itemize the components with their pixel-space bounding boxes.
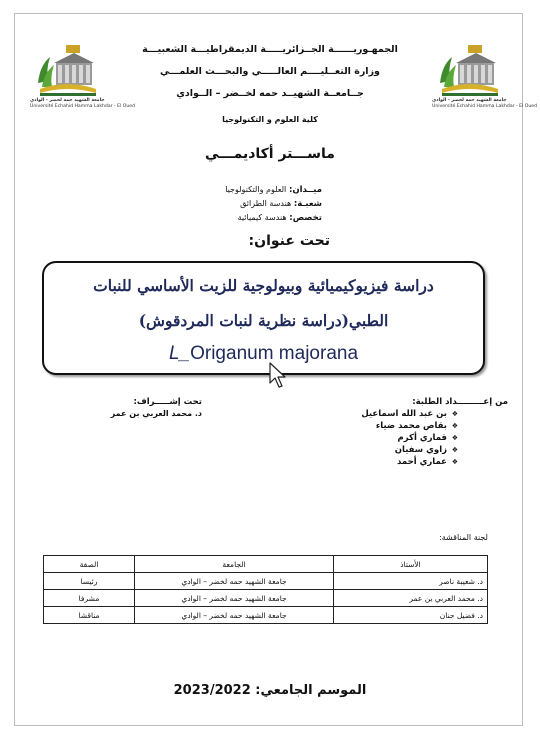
faculty-name: كلية العلوم و التكنولوجيا: [222, 115, 318, 124]
thesis-title-box: [42, 261, 485, 375]
list-item: ❖قماري أكرم: [397, 433, 458, 443]
list-item: ❖بن عبد الله اسماعيل: [361, 409, 458, 419]
table-row: [44, 590, 488, 607]
ministry-name: وزارة التعــليــــم العالـــــي والبحـــث العلمـــي: [160, 66, 380, 77]
list-item: ❖عماري أحمد: [397, 457, 458, 467]
diamond-bullet-icon: ❖: [451, 410, 458, 418]
jury-member-role: مشرفا: [44, 590, 135, 607]
jury-member-university: جامعة الشهيد حمه لخضر – الوادي: [135, 590, 334, 607]
column-header: الصفة: [44, 556, 135, 573]
diamond-bullet-icon: ❖: [451, 446, 458, 454]
supervisor-name: د. محمد العربي بن عمر: [110, 409, 202, 418]
degree-title: ماســـتر أكاديمـــي: [205, 146, 335, 162]
logo-caption: جامعة الشهيد حمه لخضر - الوادي Université Echahid Hamma Lakhdar - El Oued: [432, 98, 538, 109]
academic-year: [0, 683, 540, 698]
table-row: [44, 607, 488, 624]
list-item: ❖بقاص محمد ضياء: [375, 421, 458, 431]
diamond-bullet-icon: ❖: [451, 422, 458, 430]
jury-member-name: د. شعيبة ناصر: [334, 573, 488, 590]
academic-year-value: 2023/2022: [173, 683, 251, 698]
mouse-cursor-icon: [268, 361, 288, 391]
diamond-bullet-icon: ❖: [451, 458, 458, 466]
logo-caption: جامعة الشهيد حمه لخضر - الوادي Université Echahid Hamma Lakhdar - El Oued: [30, 98, 136, 109]
jury-member-role: مناقشا: [44, 607, 135, 624]
jury-member-role: رئيسا: [44, 573, 135, 590]
field-branch: شعبـة: هندسة الطرائق: [240, 199, 322, 209]
jury-member-university: جامعة الشهيد حمه لخضر – الوادي: [135, 607, 334, 624]
jury-member-university: جامعة الشهيد حمه لخضر – الوادي: [135, 573, 334, 590]
republic-name: الجمهـوريــــــة الجــزائريـــــة الديمقراطيـــة الشعبيـــة: [142, 44, 398, 55]
list-item: ❖زاوي سفيان: [394, 445, 458, 455]
table-header-row: [44, 556, 488, 573]
field-speciality: تخصص: هندسة كيميائية: [237, 213, 322, 223]
under-title-label: تحت عنوان:: [248, 233, 330, 249]
jury-table: [43, 555, 488, 624]
diamond-bullet-icon: ❖: [451, 434, 458, 442]
column-header: الجامعة: [135, 556, 334, 573]
jury-member-name: د. فضيل حنان: [334, 607, 488, 624]
latin-name: Origanum majorana: [190, 343, 359, 364]
field-domain: ميــدان: العلوم والتكنولوجيا: [225, 185, 322, 195]
fields-block: [225, 183, 322, 225]
column-header: الأستاذ: [334, 556, 488, 573]
academic-year-label: الموسم الجامعي:: [255, 683, 367, 698]
university-name: جــامعــة الشهيــد حمه لخــضر – الــوادي: [176, 88, 364, 99]
supervised-by-label: تحت إشـــــراف:: [133, 397, 202, 407]
table-row: [44, 573, 488, 590]
thesis-latin-name: [44, 343, 483, 365]
jury-label: لجنة المناقشة:: [439, 533, 488, 542]
thesis-title-line-2: الطبي(دراسة نظرية لنبات المردقوش): [138, 311, 389, 330]
latin-prefix: L_: [168, 343, 191, 364]
jury-member-name: د. محمد العربي بن عمر: [334, 590, 488, 607]
prepared-by-label: من إعـــــــــداد الطلبة:: [412, 397, 508, 407]
thesis-title-line-1: دراسة فيزيوكيميائية وبيولوجية للزيت الأساسي للنبات: [93, 276, 434, 295]
